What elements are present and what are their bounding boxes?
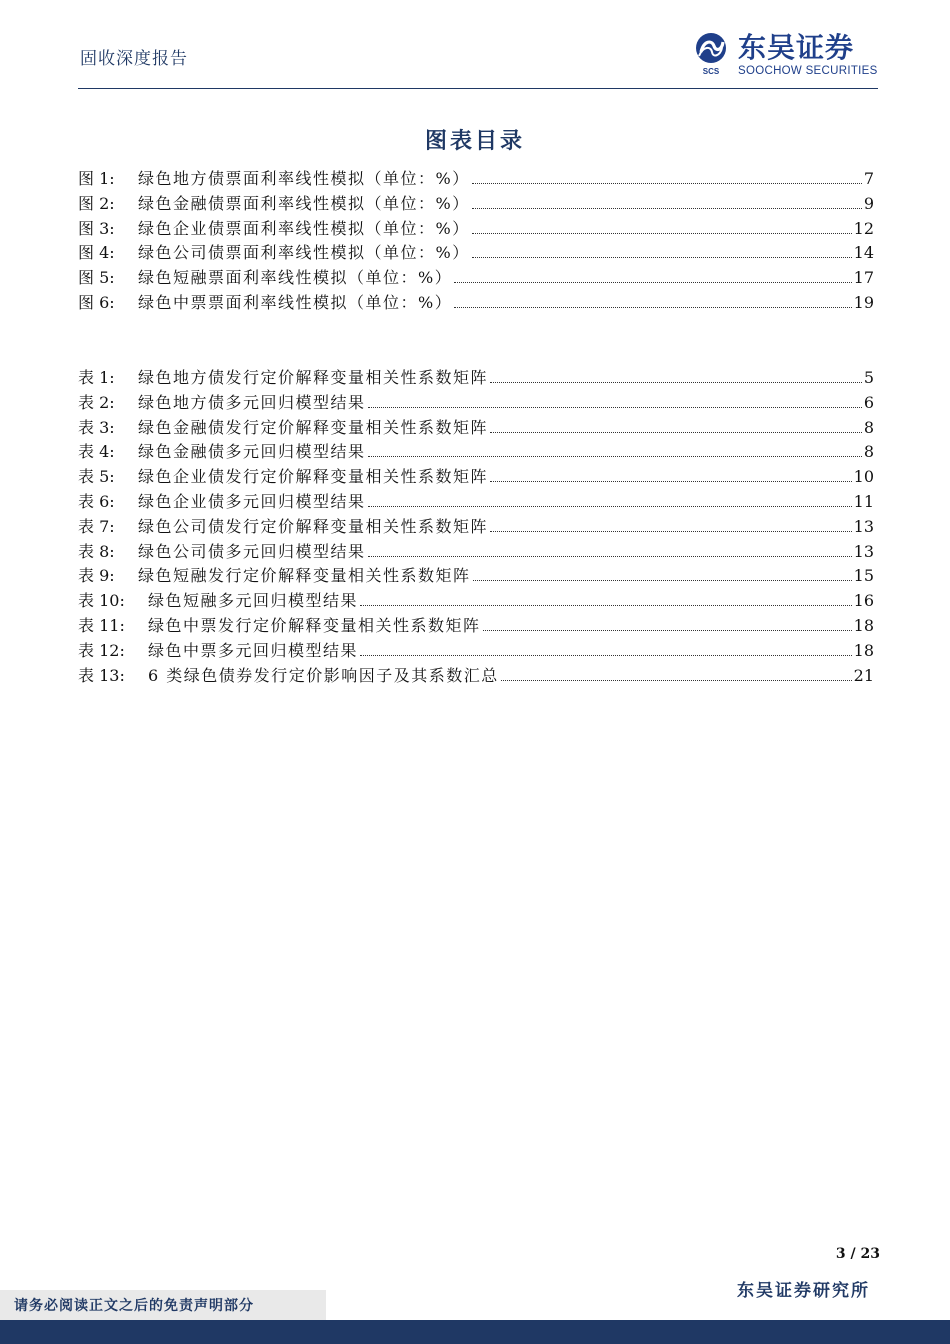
logo-chinese-name: 东吴证券 <box>738 31 855 64</box>
toc-entry[interactable] <box>78 191 874 216</box>
toc-entry-title: 6 类绿色债券发行定价影响因子及其系数汇总 <box>148 665 499 685</box>
toc-entry-title: 绿色企业债发行定价解释变量相关性系数矩阵 <box>138 467 489 487</box>
figure-list <box>78 166 874 315</box>
toc-entry-title: 绿色短融发行定价解释变量相关性系数矩阵 <box>138 566 471 586</box>
toc-entry-title: 绿色地方债发行定价解释变量相关性系数矩阵 <box>138 368 489 387</box>
toc-entry-page: 5 <box>863 368 874 387</box>
toc-entry-label: 图 2: <box>78 193 115 213</box>
toc-entry-page: 8 <box>863 417 874 437</box>
toc-leader-dots <box>360 655 852 656</box>
toc-leader-dots <box>473 580 852 581</box>
toc-entry-page: 17 <box>853 268 874 288</box>
logo-mark-text: SCS <box>702 67 720 76</box>
header-divider <box>78 88 878 89</box>
toc-entry-label: 表 10: <box>78 591 125 611</box>
toc-entry[interactable] <box>78 216 874 241</box>
toc-entry-label: 表 11: <box>78 615 125 635</box>
toc-entry-title: 绿色金融债多元回归模型结果 <box>138 442 366 462</box>
toc-entry-page: 21 <box>853 665 874 685</box>
footer-bar <box>0 1320 950 1344</box>
toc-entry[interactable] <box>78 365 874 390</box>
toc-entry-page: 14 <box>853 243 874 263</box>
toc-entry-page: 18 <box>853 640 874 660</box>
toc-leader-dots <box>368 556 852 557</box>
toc-leader-dots <box>454 307 851 308</box>
toc-entry-page: 12 <box>853 218 874 238</box>
toc-entry-title: 绿色中票多元回归模型结果 <box>148 640 359 660</box>
toc-entry-page: 8 <box>863 442 874 462</box>
toc-entry-label: 图 5: <box>78 268 115 288</box>
toc-entry-page: 18 <box>853 615 874 635</box>
toc-leader-dots <box>490 531 852 532</box>
toc-entry-label: 表 6: <box>78 491 115 511</box>
toc-entry-title: 绿色公司债发行定价解释变量相关性系数矩阵 <box>138 516 489 536</box>
toc-entry-label: 图 3: <box>78 218 115 238</box>
toc-leader-dots <box>490 481 852 482</box>
toc-entry[interactable] <box>78 613 874 638</box>
toc-entry-title: 绿色地方债票面利率线性模拟（单位：%） <box>138 169 470 188</box>
toc-entry-title: 绿色企业债票面利率线性模拟（单位：%） <box>138 218 470 238</box>
toc-entry-label: 表 5: <box>78 467 115 487</box>
toc-entry-page: 16 <box>853 591 874 611</box>
toc-entry-title: 绿色企业债多元回归模型结果 <box>138 491 366 511</box>
footer-firm-name: 东吴证券研究所 <box>737 1281 870 1301</box>
toc-entry-page: 11 <box>853 491 874 511</box>
toc-leader-dots <box>368 456 862 457</box>
toc-entry-page: 9 <box>863 193 874 213</box>
company-logo <box>692 32 882 80</box>
toc-entry[interactable] <box>78 514 874 539</box>
toc-entry[interactable] <box>78 663 874 688</box>
toc-leader-dots <box>472 257 852 258</box>
toc-entry[interactable] <box>78 240 874 265</box>
toc-entry-page: 15 <box>853 566 874 586</box>
toc-entry-page: 13 <box>853 516 874 536</box>
toc-leader-dots <box>368 506 852 507</box>
toc-entry-title: 绿色金融债发行定价解释变量相关性系数矩阵 <box>138 417 489 437</box>
toc-entry-label: 表 3: <box>78 417 115 437</box>
toc-entry-page: 10 <box>853 467 874 487</box>
toc-entry[interactable] <box>78 638 874 663</box>
toc-entry[interactable] <box>78 390 874 415</box>
document-type-label: 固收深度报告 <box>80 49 188 69</box>
toc-leader-dots <box>472 233 852 234</box>
toc-entry-title: 绿色公司债多元回归模型结果 <box>138 541 366 561</box>
toc-entry-page: 13 <box>853 541 874 561</box>
toc-entry[interactable] <box>78 539 874 564</box>
toc-title: 图表目录 <box>424 128 525 154</box>
toc-leader-dots <box>360 605 852 606</box>
disclaimer-text: 请务必阅读正文之后的免责声明部分 <box>14 1298 254 1314</box>
toc-leader-dots <box>472 183 862 184</box>
toc-entry-label: 表 9: <box>78 566 115 586</box>
toc-entry-page: 19 <box>853 292 874 312</box>
logo-english-name: SOOCHOW SECURITIES <box>738 65 878 77</box>
toc-entry-title: 绿色地方债多元回归模型结果 <box>138 392 366 412</box>
toc-leader-dots <box>472 208 862 209</box>
toc-entry[interactable] <box>78 265 874 290</box>
toc-entry-page: 6 <box>863 392 874 412</box>
toc-entry-title: 绿色公司债票面利率线性模拟（单位：%） <box>138 243 470 263</box>
toc-entry-title: 绿色中票发行定价解释变量相关性系数矩阵 <box>148 615 481 635</box>
toc-entry[interactable] <box>78 588 874 613</box>
toc-entry-title: 绿色中票票面利率线性模拟（单位：%） <box>138 292 453 312</box>
disclaimer-band <box>0 1290 326 1320</box>
toc-leader-dots <box>454 282 851 283</box>
toc-entry[interactable] <box>78 563 874 588</box>
toc-leader-dots <box>490 432 862 433</box>
toc-entry-label: 表 7: <box>78 516 115 536</box>
toc-entry[interactable] <box>78 166 874 191</box>
page-number: 3 / 23 <box>835 1246 880 1262</box>
toc-entry-label: 表 1: <box>78 368 115 387</box>
toc-leader-dots <box>368 407 862 408</box>
toc-leader-dots <box>483 630 852 631</box>
toc-entry-label: 表 4: <box>78 442 115 462</box>
toc-entry-label: 表 8: <box>78 541 115 561</box>
toc-entry-label: 图 6: <box>78 292 115 312</box>
toc-entry[interactable] <box>78 489 874 514</box>
toc-entry[interactable] <box>78 290 874 315</box>
toc-leader-dots <box>490 382 862 383</box>
toc-entry-title: 绿色短融多元回归模型结果 <box>148 591 359 611</box>
toc-entry-title: 绿色短融票面利率线性模拟（单位：%） <box>138 268 453 288</box>
toc-entry-label: 图 1: <box>78 169 115 188</box>
toc-entry-label: 表 2: <box>78 392 115 412</box>
toc-entry[interactable] <box>78 439 874 464</box>
toc-entry[interactable] <box>78 464 874 489</box>
toc-entry-label: 表 13: <box>78 665 125 685</box>
logo-mark-icon <box>692 32 730 76</box>
table-list <box>78 365 874 687</box>
toc-entry-title: 绿色金融债票面利率线性模拟（单位：%） <box>138 193 470 213</box>
toc-entry[interactable] <box>78 415 874 440</box>
toc-entry-label: 表 12: <box>78 640 125 660</box>
toc-leader-dots <box>501 680 852 681</box>
toc-entry-label: 图 4: <box>78 243 115 263</box>
toc-entry-page: 7 <box>863 169 874 188</box>
